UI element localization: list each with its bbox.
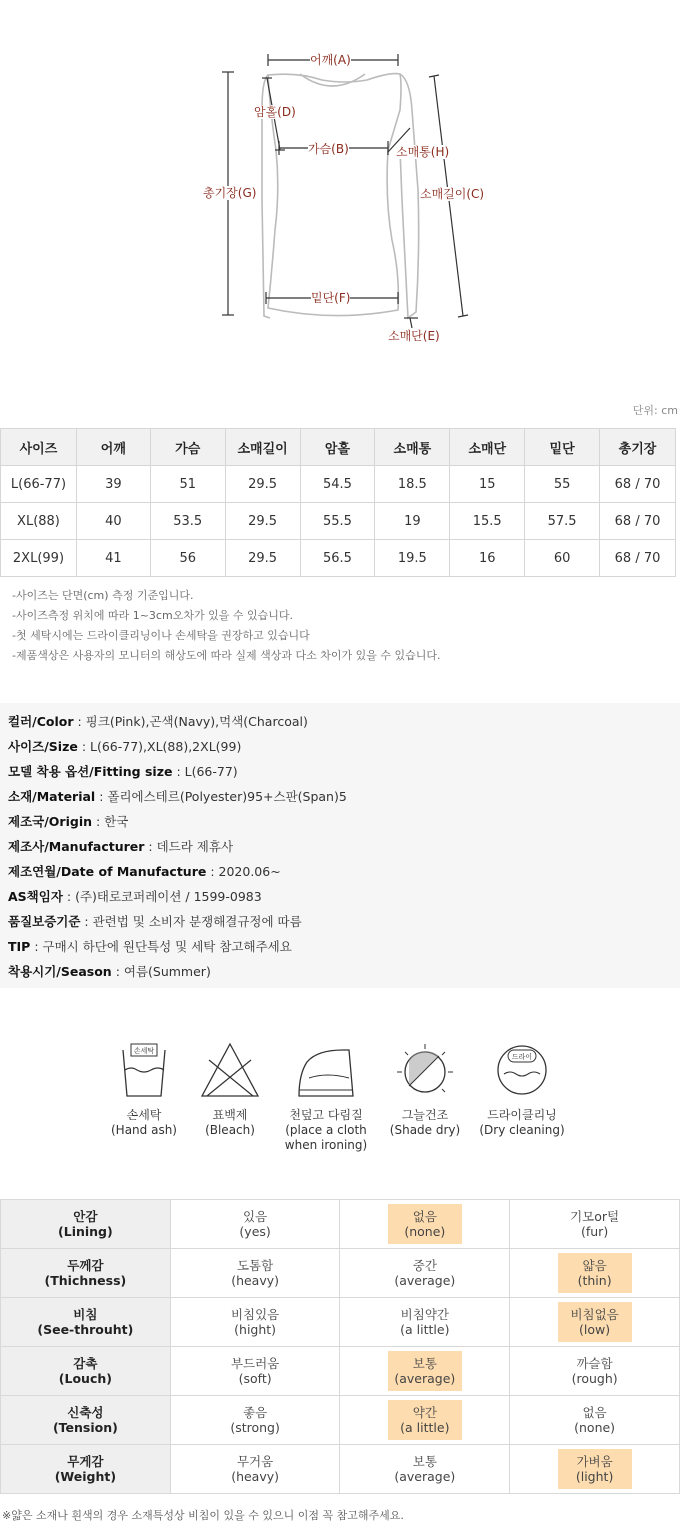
table-cell: 29.5 xyxy=(225,503,300,540)
care-dry-clean xyxy=(476,1040,568,1138)
table-row xyxy=(1,1249,680,1298)
table-cell: 60 xyxy=(525,540,600,577)
info-row xyxy=(8,884,680,909)
table-cell: 41 xyxy=(76,540,150,577)
table-row xyxy=(1,1445,680,1494)
care-label: 표백제 xyxy=(212,1108,248,1122)
fabric-option: 비침있음 (hight) xyxy=(170,1298,340,1347)
sleeve-length-label: 소매길이(C) xyxy=(420,187,485,201)
fabric-option: 비침약간 (a little) xyxy=(340,1298,510,1347)
size-cell: 2XL(99) xyxy=(1,540,77,577)
care-label: 천덮고 다림질 xyxy=(289,1108,363,1122)
fabric-attr: 비침 (See-throuht) xyxy=(1,1298,171,1347)
table-row xyxy=(1,1396,680,1445)
info-label: 소재/Material xyxy=(8,789,96,804)
header-cell: 밑단 xyxy=(525,429,600,466)
care-hand-wash xyxy=(104,1040,184,1138)
table-cell: 54.5 xyxy=(300,466,375,503)
care-label-en: (Bleach) xyxy=(205,1123,255,1137)
fabric-option: 기모or털 (fur) xyxy=(510,1200,680,1249)
info-row xyxy=(8,759,680,784)
chest-label: 가슴(B) xyxy=(308,142,349,156)
info-label: AS책임자 xyxy=(8,889,63,904)
table-row xyxy=(1,540,676,577)
size-notes xyxy=(12,586,440,666)
info-row xyxy=(8,709,680,734)
info-label: 착용시기/Season xyxy=(8,964,112,979)
info-value: : L(66-77) xyxy=(172,764,238,779)
info-row xyxy=(8,734,680,759)
info-label: 컬러/Color xyxy=(8,714,74,729)
info-value: : 폴리에스테르(Polyester)95+스판(Span)5 xyxy=(95,789,347,804)
header-cell: 소매통 xyxy=(375,429,450,466)
note-line: -사이즈는 단면(cm) 측정 기준입니다. xyxy=(12,589,194,602)
info-value: : L(66-77),XL(88),2XL(99) xyxy=(77,739,242,754)
note-line: -제품색상은 사용자의 모니터의 해상도에 따라 실제 색상과 다소 차이가 있을 수 있습니다. xyxy=(12,649,441,662)
care-label: 손세탁 xyxy=(126,1108,162,1122)
table-cell: 16 xyxy=(450,540,525,577)
fabric-attr: 감촉 (Louch) xyxy=(1,1347,171,1396)
info-value: : 데드라 제휴사 xyxy=(144,839,234,854)
table-cell: 56.5 xyxy=(300,540,375,577)
fabric-option: 보통 (average) xyxy=(340,1445,510,1494)
note-line: -사이즈측정 위치에 따라 1~3cm오차가 있을 수 있습니다. xyxy=(12,609,293,622)
shade-dry-icon xyxy=(395,1040,455,1100)
info-label: 모델 착용 옵션/Fitting size xyxy=(8,764,173,779)
table-cell: 55.5 xyxy=(300,503,375,540)
info-value: : 한국 xyxy=(92,814,129,829)
info-value: : 2020.06~ xyxy=(206,864,281,879)
table-cell: 53.5 xyxy=(150,503,225,540)
info-label: TIP xyxy=(8,939,31,954)
table-cell: 29.5 xyxy=(225,540,300,577)
care-label-en: (place a cloth xyxy=(285,1123,367,1137)
care-iron xyxy=(280,1040,372,1153)
care-no-bleach xyxy=(190,1040,270,1138)
header-cell: 소매단 xyxy=(450,429,525,466)
info-label: 제조사/Manufacturer xyxy=(8,839,145,854)
size-cell: L(66-77) xyxy=(1,466,77,503)
table-cell: 40 xyxy=(76,503,150,540)
care-shade-dry xyxy=(385,1040,465,1138)
fabric-attr: 무게감 (Weight) xyxy=(1,1445,171,1494)
table-cell: 51 xyxy=(150,466,225,503)
product-info xyxy=(0,703,680,988)
info-label: 사이즈/Size xyxy=(8,739,78,754)
fabric-option: 까슬함 (rough) xyxy=(510,1347,680,1396)
table-row xyxy=(1,1298,680,1347)
dry-clean-badge: 드라이 xyxy=(511,1053,533,1061)
table-cell: 39 xyxy=(76,466,150,503)
fabric-attr: 안감 (Lining) xyxy=(1,1200,171,1249)
info-value: : 여름(Summer) xyxy=(111,964,211,979)
info-label: 품질보증기준 xyxy=(8,914,81,929)
table-cell: 29.5 xyxy=(225,466,300,503)
table-cell: 68 / 70 xyxy=(600,503,676,540)
header-cell: 어깨 xyxy=(76,429,150,466)
info-row xyxy=(8,834,680,859)
size-table xyxy=(0,428,676,577)
fabric-option: 있음 (yes) xyxy=(170,1200,340,1249)
no-bleach-icon xyxy=(199,1040,261,1100)
care-label: 그늘건조 xyxy=(401,1108,449,1122)
header-cell: 총기장 xyxy=(600,429,676,466)
fabric-option-selected: 비침없음 (low) xyxy=(510,1298,680,1347)
table-cell: 19.5 xyxy=(375,540,450,577)
unit-label: 단위: cm xyxy=(632,404,678,417)
fabric-option-selected: 약간 (a little) xyxy=(340,1396,510,1445)
care-label: 드라이클리닝 xyxy=(487,1108,557,1122)
fabric-attr: 두께감 (Thichness) xyxy=(1,1249,171,1298)
info-row xyxy=(8,909,680,934)
table-cell: 15 xyxy=(450,466,525,503)
care-label-en: (Shade dry) xyxy=(389,1123,461,1137)
size-table-header xyxy=(1,429,676,466)
fabric-option-selected: 얇음 (thin) xyxy=(510,1249,680,1298)
cuff-label: 소매단(E) xyxy=(388,329,440,343)
dry-clean-icon xyxy=(494,1040,550,1100)
table-row xyxy=(1,1347,680,1396)
header-cell: 가슴 xyxy=(150,429,225,466)
table-cell: 57.5 xyxy=(525,503,600,540)
info-label: 제조국/Origin xyxy=(8,814,92,829)
hand-wash-icon xyxy=(117,1040,171,1100)
info-row xyxy=(8,784,680,809)
info-row xyxy=(8,859,680,884)
fabric-option-selected: 없음 (none) xyxy=(340,1200,510,1249)
armhole-label: 암홀(D) xyxy=(254,105,296,119)
shoulder-label: 어깨(A) xyxy=(310,53,351,67)
table-row xyxy=(1,1200,680,1249)
table-row xyxy=(1,503,676,540)
hem-label: 밑단(F) xyxy=(311,291,351,305)
fabric-attr: 신축성 (Tension) xyxy=(1,1396,171,1445)
table-cell: 18.5 xyxy=(375,466,450,503)
care-label-en: (Hand ash) xyxy=(111,1123,177,1137)
hand-wash-badge: 손세탁 xyxy=(133,1047,155,1055)
info-value: : (주)태로코퍼레이션 / 1599-0983 xyxy=(62,889,262,904)
note-line: -첫 세탁시에는 드라이클리닝이나 손세탁을 권장하고 있습니다 xyxy=(12,629,310,642)
fabric-option-selected: 가벼움 (light) xyxy=(510,1445,680,1494)
bicep-label: 소매통(H) xyxy=(396,145,450,159)
info-row xyxy=(8,959,680,984)
info-row xyxy=(8,934,680,959)
fabric-option-selected: 보통 (average) xyxy=(340,1347,510,1396)
care-label-en: (Dry cleaning) xyxy=(479,1123,565,1137)
table-cell: 56 xyxy=(150,540,225,577)
fabric-option: 무거움 (heavy) xyxy=(170,1445,340,1494)
iron-icon xyxy=(293,1040,359,1100)
table-cell: 19 xyxy=(375,503,450,540)
table-cell: 68 / 70 xyxy=(600,466,676,503)
header-cell: 소매길이 xyxy=(225,429,300,466)
fabric-table xyxy=(0,1199,680,1494)
info-value: : 핑크(Pink),곤색(Navy),먹색(Charcoal) xyxy=(73,714,308,729)
table-cell: 68 / 70 xyxy=(600,540,676,577)
info-value: : 관련법 및 소비자 분쟁해결규정에 따름 xyxy=(80,914,302,929)
table-cell: 55 xyxy=(525,466,600,503)
info-value: : 구매시 하단에 원단특성 및 세탁 참고해주세요 xyxy=(30,939,292,954)
header-cell: 암홀 xyxy=(300,429,375,466)
table-cell: 15.5 xyxy=(450,503,525,540)
footer-note: ※얇은 소재나 흰색의 경우 소재특성상 비침이 있을 수 있으니 이점 꼭 참고해주세요. xyxy=(2,1509,404,1522)
fabric-option: 좋음 (strong) xyxy=(170,1396,340,1445)
fabric-option: 없음 (none) xyxy=(510,1396,680,1445)
fabric-option: 도톰함 (heavy) xyxy=(170,1249,340,1298)
size-cell: XL(88) xyxy=(1,503,77,540)
table-row xyxy=(1,466,676,503)
info-row xyxy=(8,809,680,834)
fabric-option: 중간 (average) xyxy=(340,1249,510,1298)
fabric-option: 부드러움 (soft) xyxy=(170,1347,340,1396)
info-label: 제조연월/Date of Manufacture xyxy=(8,864,207,879)
care-label-en: when ironing) xyxy=(284,1138,368,1152)
header-cell: 사이즈 xyxy=(1,429,77,466)
total-length-label: 총기장(G) xyxy=(203,186,257,200)
